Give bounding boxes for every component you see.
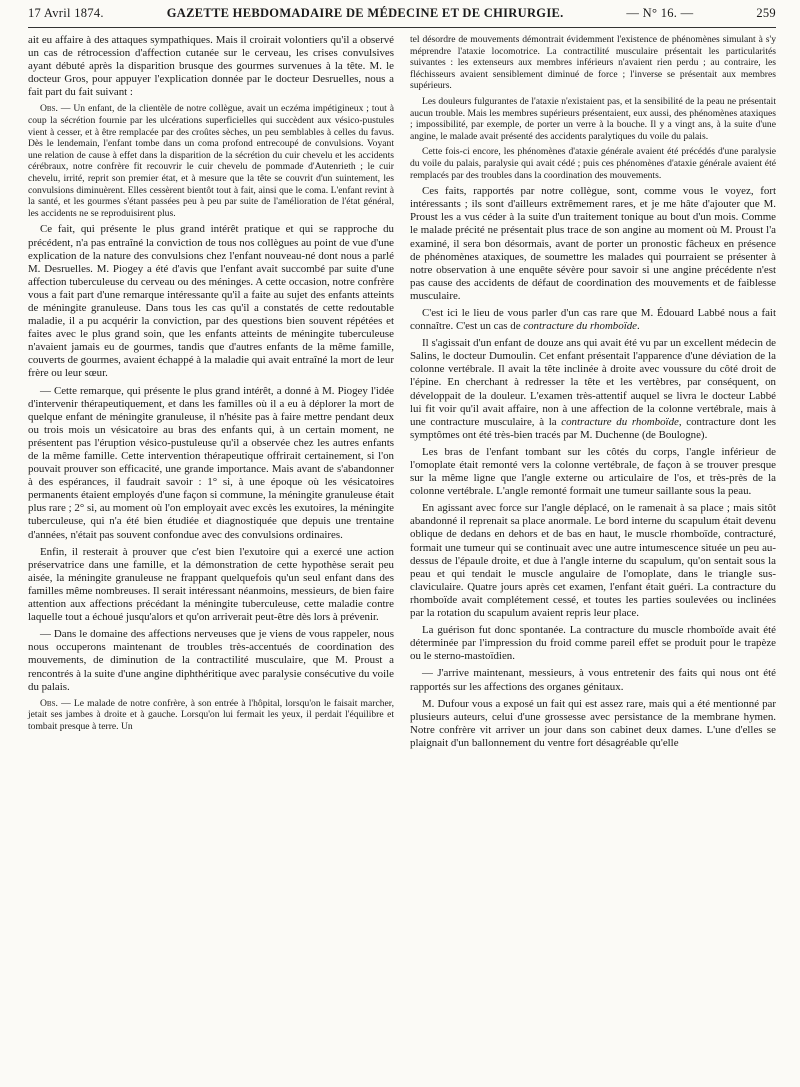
issue-number: — N° 16. — [626,6,694,20]
italic-term: contracture du rhomboïde [523,320,637,333]
italic-term: contracture du rhomboïde [561,415,679,428]
text-run: Il s'agissait d'un enfant de douze ans qui avait été vu par un excellent médecin de Salins, le docteur Dumoulin. Cet enfant présentait l'apparence d'une déviation de la colonne vertébrale. Il avait la tête inclinée à droite avec voussure du côté droit de l'épine. En cherchant à redresser la tête et les vertèbres, par conséquent, on développait de la douleur. L'examen très-attentif auquel se livra le docteur Labbé lui fit voir qu'il avait affaire, non à une affection de la colonne vertébrale, mais à une contracture musculaire, à la [410,337,776,428]
paragraph: — Cette remarque, qui présente le plus grand intérêt, a donné à M. Piogey l'idée d'intervenir thérapeutiquement, et dans les familles où il a eu à déplorer la mort de quelque enfant de méningite granuleuse, il n'hésite pas à faire mettre pendant deux ou trois mois un vésicatoire au bras des enfants qui, à un certain moment, ne présentent pas l'éruption vésico-pustuleuse qu'il a observée chez les autres enfants de la même famille. Cette intervention thérapeutique offrirait certainement, si l'on pouvait prouver son efficacité, une grande importance. Mais avant de s'abandonner à des espérances, il faudrait savoir : 1° si, à une époque où les vésicatoires permanents étaient employés d'une façon si commune, la méningite granuleuse était plus rare ; 2° si, au moment où l'on employait avec excès les exutoires, la méningite tuberculeuse, qui n'a été bien étudiée et diagnostiquée que depuis une trentaine d'années, n'était pas souvent confondue avec des convulsions ordinaires. [28,384,394,541]
paragraph: Les bras de l'enfant tombant sur les côtés du corps, l'angle inférieur de l'omoplate était remonté vers la colonne vertébrale, de façon à se trouver presque sur la même ligne que l'angle externe ou articulaire de l'os, et très-près de la colonne vertébrale. L'angle remonté formait une tumeur saillante sous la peau. [410,445,776,498]
paragraph: Ce fait, qui présente le plus grand intérêt pratique et qui se rapproche du précédent, n'a pas entraîné la conviction de tous nos collègues au point de vue d'une explication de la nature des convulsions chez l'enfant nouveau-né dont nous a parlé M. Desruelles. M. Piogey a été d'avis que l'enfant avait succombé par suite d'une affection tuberculeuse du cerveau ou des méninges. A cette occasion, notre confrère vous a fait part d'une remarque intéressante qu'il a faite au sujet des enfants atteints de méningite granuleuse. Dans tous les cas qu'il a constatés de cette redoutable maladie, il a pu acquérir la conviction, par des questions bien souvent répétées et faites avec le plus grand soin, que les enfants atteints de méningite tuberculeuse n'avaient jamais eu de gourmes, tandis que d'autres enfants de la même famille, couverts de gourmes, avaient échappé à la maladie qui avait entraîné la mort de leur frère ou leur sœur. [28,223,394,380]
text-run: . [637,320,640,333]
paragraph: Enfin, il resterait à prouver que c'est bien l'exutoire qui a exercé une action préservatrice dans une famille, et la démonstration de cette hypothèse serait peu aisée, la méningite granuleuse ne frappant quelquefois qu'un seul enfant dans des familles même nombreuses. Il serait intéressant néanmoins, messieurs, de bien faire attention aux affections précédant la méningite tuberculeuse, cette maladie contre laquelle tout a échoué jusqu'alors et qu'on arriverait peut-être dès lors à prévenir. [28,545,394,624]
right-column [410,34,776,754]
observation-note [28,698,394,733]
left-column [28,34,394,754]
paragraph: Ces faits, rapportés par notre collègue, sont, comme vous le voyez, fort intéressants ; ils sont d'ailleurs extrêmement rares, et je me hâte d'ajouter que M. Proust les a vus céder à la suite d'un traitement tonique au bout d'un mois. Comme le malade précité ne présentait plus trace de son angine au moment où M. Proust l'a examiné, il sera bon désormais, avant de porter un pronostic fâcheux en présence de phénomènes ataxiques, de soumettre les malades qui pourraient se présenter à notre observation à une enquête sévère pour savoir si une angine précédente n'est pas cause des accidents de défaut de coordination des mouvements et de faiblesse musculaire. [410,185,776,302]
text-run: C'est ici le lieu de vous parler d'un cas rare que M. Édouard Labbé nous a fait connaître. C'est un cas de [410,306,776,333]
paragraph: En agissant avec force sur l'angle déplacé, on le ramenait à sa place ; mais sitôt abandonné il reprenait sa place anormale. Le bord interne du scapulum était devenu oblique de dedans en dehors et de bas en haut, le muscle rhomboïde, contracturé, formait une tumeur qui se continuait avec une autre intumescence située un peu au-dessus de l'épaule droite, et due à l'angle interne du scapulum, qu'on sentait sous la peau et qui tendait le muscle angulaire de l'omoplate, dans le triangle sus-claviculaire. Quatre jours après cet examen, l'enfant était guéri. La contracture du rhomboïde avait complétement cessé, et toutes les parties soulevées ou inclinées par la rotation du scapulum avaient repris leur place. [410,502,776,620]
observation-continuation: Cette fois-ci encore, les phénomènes d'ataxie générale avaient été précédés d'une paralysie du voile du palais, paralysie qui avait cédé ; puis ces phénomènes d'ataxie générale avaient été remplacés par des troubles dans la coordination des mouvements. [410,146,776,181]
paragraph: M. Dufour vous a exposé un fait qui est assez rare, mais qui a été mentionné par plusieurs auteurs, celui d'une grossesse avec persistance de la membrane hymen. Notre confrère vit arriver un jour dans son cabinet deux dames. L'une d'elles se plaignait d'un ballonnement du ventre fort désagréable qu'elle [410,697,776,749]
paragraph: — Dans le domaine des affections nerveuses que je viens de vous rappeler, nous nous occuperons maintenant de troubles très-accentués de coordination des mouvements, de diminution de la contractilité musculaire, que M. Proust a rencontrés à la suite d'une angine diphthéritique avec paralysie consécutive du voile du palais. [28,628,394,693]
paragraph [410,307,776,333]
observation-label: Obs. [40,103,58,115]
text-run: , contracture dont les symptômes ont été très-bien tracés par M. Duchenne (de Boulogne). [410,415,777,441]
header-date: 17 Avril 1874. [28,6,104,20]
paragraph: — J'arrive maintenant, messieurs, à vous entretenir des faits qui nous ont été rapportés sur les affections des organes génitaux. [410,667,776,693]
observation-text: — Un enfant, de la clientèle de notre collègue, avait un eczéma impétigineux ; tout à coup la sécrétion fournie par les ulcérations superficielles qui succèdent aux vésico-pustules vient à cesser, et à être remplacée par des croûtes sèches, un peu semblables à celles du favus. Dès le lendemain, l'enfant tombe dans un coma profond entrecoupé de convulsions. Voyant une relation de cause à effet dans la disparition de la sécrétion du cuir chevelu et les accidents cérébraux, notre confrère fit recouvrir le cuir chevelu de pommade d'Autenrieth ; le cuir chevelu, irrité, reprit son premier état, et à mesure que la tête se couvrit d'un suintement, les convulsions diminuèrent. Elles cessèrent bientôt tout à fait, ainsi que le coma. L'enfant revint à la santé, et les gourmes s'étant passées peu à peu par suite de l'amélioration de l'état général, les accidents ne se reproduisirent plus. [28,103,394,219]
observation-continuation: Les douleurs fulgurantes de l'ataxie n'existaient pas, et la sensibilité de la peau ne présentait aucun trouble. Mais les membres supérieurs présentaient, eux aussi, des phénomènes ataxiques ; impossibilité, par exemple, de porter un verre à la bouche. Il y a vingt ans, à la suite d'une angine, le malade avait présenté des accidents paralytiques du voile du palais. [410,95,776,142]
observation-text: — Le malade de notre confrère, à son entrée à l'hôpital, lorsqu'on le faisait marcher, jetait ses jambes à droite et à gauche. Lorsqu'on lui fermait les yeux, il perdait l'équilibre et tombait presque à terre. Un [28,697,394,732]
journal-title: GAZETTE HEBDOMADAIRE DE MÉDECINE ET DE CHIRURGIE. [166,6,564,20]
observation-label: Obs. [40,697,58,709]
paragraph: ait eu affaire à des attaques sympathiques. Mais il croirait volontiers qu'il a observé un cas de rétrocession d'affection cutanée sur le cerveau, les crises convulsives ayant débuté après la disparition brusque des gourmes survenues à la tête. M. le docteur Gros, pour appuyer l'explication donnée par le docteur Desruelles, nous a fait part du fait suivant : [28,34,394,99]
observation-continuation: tel désordre de mouvements démontrait évidemment l'existence de phénomènes simulant à s'y méprendre l'ataxie locomotrice. La contractilité musculaire présentait les particularités suivantes : les extenseurs aux membres inférieurs n'avaient rien perdu ; au contraire, les fléchisseurs avaient sensiblement diminué de force ; l'inverse se présentait aux membres supérieurs. [410,34,776,92]
running-header [28,6,776,28]
page-number: 259 [756,6,776,20]
observation-note [28,103,394,219]
paragraph: La guérison fut donc spontanée. La contracture du muscle rhomboïde avait été déterminée par l'impression du froid comme pareil effet se produit pour le trapèze ou le sterno-mastoïdien. [410,624,776,663]
paragraph [410,337,776,442]
